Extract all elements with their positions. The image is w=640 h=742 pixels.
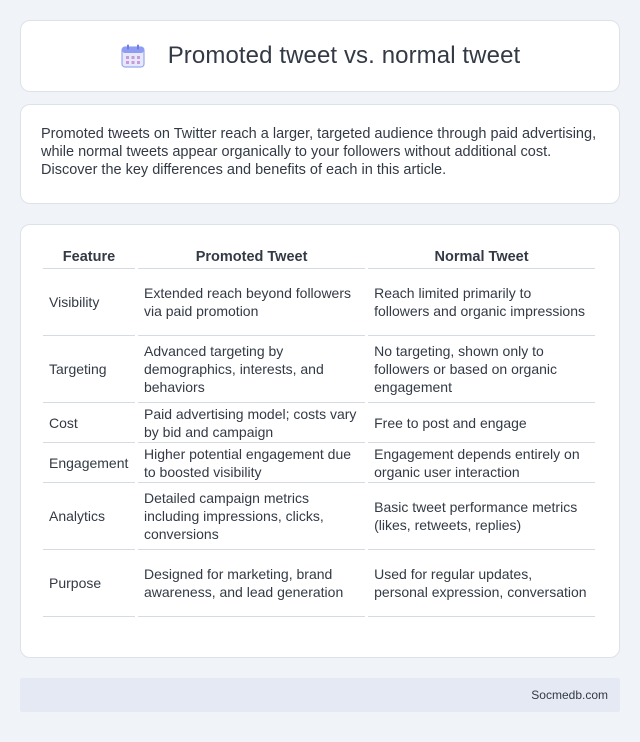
promoted-cell: Detailed campaign metrics including impressions, clicks, conversions xyxy=(138,483,365,550)
header-normal: Normal Tweet xyxy=(368,245,595,269)
footer-site-name: Socmedb.com xyxy=(531,688,608,702)
table-row xyxy=(43,483,595,550)
comparison-table-card xyxy=(20,224,620,658)
feature-cell: Cost xyxy=(43,403,135,443)
normal-cell: Basic tweet performance metrics (likes, retweets, replies) xyxy=(368,483,595,550)
normal-cell: Engagement depends entirely on organic user interaction xyxy=(368,443,595,483)
intro-card xyxy=(20,104,620,204)
normal-cell: Used for regular updates, personal expression, conversation xyxy=(368,550,595,617)
feature-cell: Purpose xyxy=(43,550,135,617)
title-card xyxy=(20,20,620,92)
table-row xyxy=(43,443,595,483)
normal-cell: No targeting, shown only to followers or based on organic engagement xyxy=(368,336,595,403)
table-row xyxy=(43,403,595,443)
feature-cell: Targeting xyxy=(43,336,135,403)
header-promoted: Promoted Tweet xyxy=(138,245,365,269)
calendar-icon xyxy=(120,43,146,69)
footer xyxy=(20,678,620,712)
page-title: Promoted tweet vs. normal tweet xyxy=(167,42,521,69)
table-row xyxy=(43,336,595,403)
comparison-table xyxy=(40,245,598,617)
promoted-cell: Advanced targeting by demographics, interests, and behaviors xyxy=(138,336,365,403)
table-row xyxy=(43,269,595,336)
normal-cell: Free to post and engage xyxy=(368,403,595,443)
table-row xyxy=(43,550,595,617)
promoted-cell: Paid advertising model; costs vary by bid and campaign xyxy=(138,403,365,443)
normal-cell: Reach limited primarily to followers and organic impressions xyxy=(368,269,595,336)
header-feature: Feature xyxy=(43,245,135,269)
feature-cell: Analytics xyxy=(43,483,135,550)
table-header-row xyxy=(43,245,595,269)
intro-text: Promoted tweets on Twitter reach a larger, targeted audience through paid advertising, while normal tweets appear organically to your followers without additional cost. Discover the key differences and benefits of each in this article. xyxy=(41,126,597,178)
promoted-cell: Higher potential engagement due to boosted visibility xyxy=(138,443,365,483)
promoted-cell: Designed for marketing, brand awareness, and lead generation xyxy=(138,550,365,617)
feature-cell: Engagement xyxy=(43,443,135,483)
promoted-cell: Extended reach beyond followers via paid promotion xyxy=(138,269,365,336)
feature-cell: Visibility xyxy=(43,269,135,336)
